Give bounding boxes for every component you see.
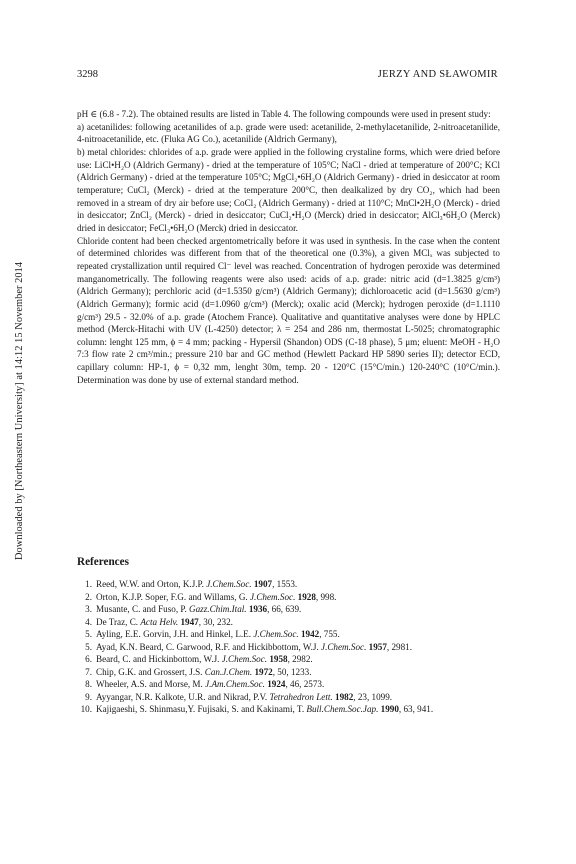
reference-number: 3. [85, 604, 92, 614]
reference-authors: Kajigaeshi, S. Shinmasu,Y. Fujisaki, S. and Kakinami, T. [96, 704, 307, 714]
reference-list [77, 578, 500, 716]
reference-year: 1972 [252, 666, 273, 677]
reference-number: 10. [80, 704, 92, 714]
reference-volume-pages: , 63, 941. [398, 704, 434, 714]
reference-authors: De Traz, C. [96, 616, 141, 627]
reference-item [77, 678, 500, 691]
reference-item [77, 653, 500, 666]
reference-journal: J.Chem.Soc. [321, 641, 367, 652]
reference-number: 5. [85, 641, 92, 652]
reference-journal: Tetrahedron Lett. [269, 691, 333, 702]
reference-number: 4. [85, 616, 92, 627]
reference-journal: Bull.Chem.Soc.Jap. [306, 704, 379, 714]
reference-item [77, 591, 500, 604]
reference-year: 1947 [178, 616, 199, 627]
reference-year: 1958 [267, 654, 288, 664]
reference-volume-pages: , 998. [315, 591, 337, 602]
reference-volume-pages: , 30, 232. [198, 616, 233, 627]
reference-authors: Ayad, K.N. Beard, C. Garwood, R.F. and Hickibbottom, W.J. [96, 641, 322, 652]
reference-authors: Chip, G.K. and Grossert, J.S. [96, 666, 205, 677]
reference-number: 1. [85, 579, 92, 589]
reference-number: 7. [85, 666, 92, 677]
paragraph-acetanilides: a) acetanilides: following acetanilides of a.p. grade were used: acetanilide, 2-methylacetanilide, 2-nitroacetanilide, 4-nitroacetanilide, etc. (Fluka AG Co.), acetanilide (Aldrich Germany), [77, 121, 500, 145]
reference-year: 1957 [366, 641, 387, 652]
reference-item [77, 616, 500, 629]
reference-authors: Wheeler, A.S. and Morse, M. [96, 679, 206, 689]
reference-year: 1907 [251, 579, 273, 589]
body-text [77, 108, 500, 386]
reference-journal: J.Am.Chem.Soc. [205, 679, 265, 689]
paragraph-metal-chlorides: b) metal chlorides: chlorides of a.p. grade were applied in the following crystaline forms, which were dried before use: LiCl•H₂O (Aldrich Germany) - dried at the temperature of 105°C; NaCl - dried at temperature of 200°C; KCl (Aldrich Germany) - dried at the temperature 105°C; MgCl₂•6H₂O (Aldrich Germany) - dried in desiccator at room temperature; CuCl₂ (Merck) - dried at the temperature 200°C, then dealkalized by dry CO₂, which had been removed in a stream of dry air before use; CoCl₂ (Aldrich Germany) - dried at 110°C; MnCl•2H₂O (Merck) - dried in desiccator; ZnCl₂ (Merck) - dried in desiccator; CuCl₂•H₂O (Merck) dried in desiccator; AlCl₃•6H₂O (Merck) dried in desiccator; FeCl₃•6H₂O (Merck) dried in desiccator. [77, 146, 500, 233]
reference-item [77, 603, 500, 616]
reference-volume-pages: , 1553. [272, 579, 298, 589]
reference-volume-pages: , 23, 1099. [353, 691, 393, 702]
reference-item [77, 628, 500, 641]
reference-number: 2. [85, 591, 92, 602]
reference-number: 9. [85, 691, 92, 702]
reference-year: 1924 [264, 679, 286, 689]
download-watermark: Downloaded by [Northeastern University] at 14:12 15 November 2014 [14, 261, 25, 560]
reference-authors: Orton, K.J.P. Soper, F.G. and Willams, G. [96, 591, 250, 602]
reference-authors: Ayyangar, N.R. Kalkote, U.R. and Nikrad, P.V. [96, 691, 270, 702]
reference-year: 1928 [295, 591, 316, 602]
reference-item [77, 666, 500, 679]
reference-authors: Musante, C. and Fuso, P. [96, 604, 190, 614]
reference-authors: Reed, W.W. and Orton, K.J.P. [96, 579, 207, 589]
references-heading: References [77, 556, 129, 568]
reference-journal: Can.J.Chem. [204, 666, 253, 677]
page-number: 3298 [77, 69, 98, 80]
reference-year: 1942 [298, 629, 320, 639]
reference-authors: Beard, C. and Hickinbottom, W.J. [96, 654, 222, 664]
reference-year: 1982 [332, 691, 354, 702]
reference-volume-pages: , 2981. [386, 641, 412, 652]
reference-volume-pages: , 50, 1233. [272, 666, 312, 677]
reference-item [77, 578, 500, 591]
reference-item [77, 703, 500, 716]
reference-number: 8. [85, 679, 92, 689]
reference-year: 1990 [378, 704, 399, 714]
reference-volume-pages: , 66, 639. [267, 604, 302, 614]
reference-journal: Acta Helv. [140, 616, 179, 627]
paragraph-analysis: Chloride content had been checked argentometrically before it was used in synthesis. In the case when the content of determined chlorides was different from that of the theoretical one (0.3%), a given MClₓ was subjected to repeated crystallization until required Cl⁻ level was reached. Concentration of hydrogen peroxide was determined manganometrically. The following reagents were also used: acids of a.p. grade: nitric acid (d=1.3825 g/cm³) (Aldrich Germany); perchloric acid (d=1.5350 g/cm³) (Aldrich Germany); dichloroacetic acid (d=1.5630 g/cm³) (Aldrich Germany); formic acid (d=1.0960 g/cm³) (Merck); oxalic acid (Merck); hydrogen peroxide (d=1.1110 g/cm³) 29.5 - 32.0% of a.p. grade (Atochem France). Qualitative and quantitative analyses were done by HPLC method (Merck-Hitachi with UV (L-4250) detector; λ = 254 and 286 nm, thermostat L-5025; chromatographic column: lenght 125 mm, ϕ = 4 mm; packing - Hypersil (Shandon) ODS (C-18 phase), 5 μm; eluent: MeOH - H₂O 7:3 flow rate 2 cm³/min.; pressure 210 bar and GC method (Hewlett Packard HP 5890 series II); detector ECD, capillary column: HP-1, ϕ = 0,32 mm, lenght 30m, temp. 20 - 120°C (15°C/min.) 120-240°C (10°C/min.). Determination was done by use of external standard method. [77, 235, 500, 385]
reference-item [77, 691, 500, 704]
reference-journal: J.Chem.Soc. [221, 654, 268, 664]
reference-year: 1936 [246, 604, 268, 614]
paragraph-ph: pH ∈ (6.8 - 7.2). The obtained results are listed in Table 4. The following compounds were used in present study: [77, 109, 491, 119]
reference-authors: Ayling, E.E. Gorvin, J.H. and Hinkel, L.E. [96, 629, 254, 639]
reference-volume-pages: , 755. [319, 629, 340, 639]
reference-number: 5. [85, 629, 92, 639]
reference-journal: J.Chem.Soc. [206, 579, 252, 589]
reference-journal: J.Chem.Soc. [253, 629, 299, 639]
reference-volume-pages: , 46, 2573. [285, 679, 325, 689]
reference-journal: J.Chem.Soc. [250, 591, 296, 602]
reference-item [77, 641, 500, 654]
reference-volume-pages: , 2982. [287, 654, 313, 664]
running-head: JERZY AND SŁAWOMIR [377, 69, 498, 80]
reference-number: 6. [85, 654, 92, 664]
reference-journal: Gazz.Chim.Ital. [189, 604, 247, 614]
